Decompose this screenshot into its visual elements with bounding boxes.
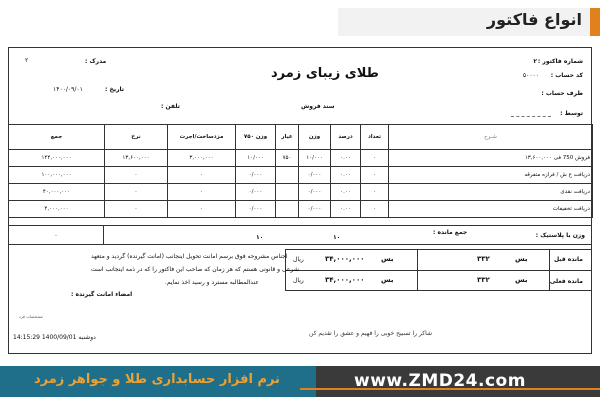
invoice-number-label: شماره فاکتور : — [537, 58, 583, 65]
date-value: ۱۴۰۰/۰۹/۰۱ — [53, 86, 83, 93]
document-value: ۲ — [25, 57, 29, 64]
col-header-total: جمع — [9, 125, 105, 150]
col-header-weight: وزن — [299, 125, 331, 150]
cell-total: ۴۰,۰۰۰,۰۰۰ — [9, 184, 105, 201]
cell-weight: ۰/۰۰۰ — [299, 201, 331, 218]
totals-label: جمع مانده : — [433, 229, 468, 236]
table-header-row — [9, 125, 593, 150]
totals-w750: ۱۰ — [256, 234, 264, 241]
balance-amount-divider — [417, 249, 418, 291]
cell-rate: ۰ — [105, 201, 168, 218]
print-timestamp: 14:15:29 1400/09/01 دوشنبه — [13, 334, 96, 341]
cell-ayar — [276, 167, 299, 184]
final-balance-label: مانده فعلی — [549, 278, 583, 285]
cell-total: ۴,۰۰۰,۰۰۰ — [9, 201, 105, 218]
signature-label: امضاء امانت گیرنده : — [71, 291, 133, 298]
cell-percent: ۰.۰۰ — [331, 167, 361, 184]
invoice-number-value: ۲ — [533, 58, 537, 65]
col-header-rate: نرخ — [105, 125, 168, 150]
table-row — [9, 150, 593, 167]
final-unit: ریال — [293, 277, 304, 284]
col-header-fee: مزدساخت/اجرت — [168, 125, 236, 150]
cell-rate: ۰ — [105, 167, 168, 184]
cell-weight: ۰/۰۰۰ — [299, 184, 331, 201]
prev-unit: ریال — [293, 256, 304, 263]
date-label: تاریخ : — [105, 86, 125, 93]
col-header-count: تعداد — [361, 125, 389, 150]
plastic-label: وزن با پلاستیک : — [535, 232, 585, 239]
cell-count: ۰ — [361, 184, 389, 201]
prev-number: ۳۳۲ — [477, 255, 490, 263]
cell-percent: ۰.۰۰ — [331, 184, 361, 201]
col-header-w750: وزن ۷۵۰ — [236, 125, 276, 150]
cell-desc: دریافت نقدی — [389, 184, 593, 201]
cell-count: ۰ — [361, 150, 389, 167]
cell-rate: ۱۳,۶۰۰,۰۰۰ — [105, 150, 168, 167]
cell-percent: ۰.۰۰ — [331, 201, 361, 218]
prev-status: بس — [515, 255, 528, 263]
balance-divider — [285, 270, 592, 271]
cell-fee: ۳,۰۰۰,۰۰۰ — [168, 150, 236, 167]
cell-w750: ۰/۰۰۰ — [236, 201, 276, 218]
cell-total: ۱۴۴,۰۰۰,۰۰۰ — [9, 150, 105, 167]
cell-ayar — [276, 201, 299, 218]
heading-accent — [590, 8, 600, 36]
by-label: توسط : — [560, 110, 583, 117]
prev-amount-status: بس — [381, 255, 394, 263]
footer-note: شاکر را تسبیح خوبی را فهیم و عشق را تقدیم کن — [309, 330, 432, 337]
cell-percent: ۰.۰۰ — [331, 150, 361, 167]
cell-desc: دریافت تخفیفات — [389, 201, 593, 218]
note-line-3: عندالمطالبه مسترد و رسید اخذ نمایم. — [165, 279, 259, 286]
note-line-1: اجناس مشروحه فوق برسم امانت تحویل اینجانب (امانت گیرنده) گردید و متعهد — [91, 253, 288, 260]
final-status: بس — [515, 276, 528, 284]
table-row — [9, 184, 593, 201]
cell-count: ۰ — [361, 201, 389, 218]
cell-w750: ۰/۰۰۰ — [236, 167, 276, 184]
cell-w750: ۰/۰۰۰ — [236, 184, 276, 201]
totals-sum: ۰ — [8, 225, 104, 245]
cell-w750: ۱۰/۰۰۰ — [236, 150, 276, 167]
final-number: ۳۳۲ — [477, 276, 490, 284]
totals-weight: ۱۰ — [333, 234, 341, 241]
cell-count: ۰ — [361, 167, 389, 184]
cell-ayar — [276, 184, 299, 201]
cell-fee: ۰ — [168, 167, 236, 184]
note-line-2: شرعی و قانونی هستم که هر زمان که صاحب این فاکتور را که در ذمه اینجانب است — [91, 266, 299, 273]
account-code-label: کد حساب : — [550, 72, 583, 79]
phone-label: تلفن : — [161, 103, 180, 110]
cell-weight: ۰/۰۰۰ — [299, 167, 331, 184]
prev-amount: ۳۴,۰۰۰,۰۰۰ — [325, 255, 365, 263]
sale-doc-label: سند فروش — [301, 103, 335, 110]
account-party-label: طرف حساب : — [541, 90, 583, 97]
document-label: مدرک : — [85, 58, 107, 65]
product-slogan: نرم افزار حسابداری طلا و جواهر زمرد — [34, 372, 280, 387]
table-row — [9, 201, 593, 218]
final-amount-status: بس — [381, 276, 394, 284]
cell-total: ۱۰۰,۰۰۰,۰۰۰ — [9, 167, 105, 184]
col-header-desc: شـرح — [389, 125, 593, 150]
cell-fee: ۰ — [168, 184, 236, 201]
items-table — [8, 124, 593, 218]
cell-rate: ۰ — [105, 184, 168, 201]
cell-ayar: ۷۵۰ — [276, 150, 299, 167]
website-url[interactable]: www.ZMD24.com — [354, 371, 526, 391]
by-underline — [511, 116, 551, 117]
final-amount: ۳۴,۰۰۰,۰۰۰ — [325, 276, 365, 284]
cell-desc: فروش 750 فی ۱۳,۶۰۰,۰۰۰ — [389, 150, 593, 167]
invoice-title: طلای زیبای زمرد — [271, 66, 379, 81]
cell-weight: ۱۰/۰۰۰ — [299, 150, 331, 167]
table-row — [9, 167, 593, 184]
prev-balance-label: مانده قبل — [553, 256, 583, 263]
invoice-sheet — [8, 47, 592, 354]
col-header-percent: درصد — [331, 125, 361, 150]
cell-desc: دریافت ع ش / فرازه متفرقه — [389, 167, 593, 184]
page-heading: انواع فاکتور — [486, 10, 582, 29]
col-header-ayar: عیار — [276, 125, 299, 150]
small-note: مشخصات فرد — [19, 314, 43, 319]
cell-fee: ۰ — [168, 201, 236, 218]
account-code-value: ۵۰۰۰۰ — [522, 72, 539, 79]
